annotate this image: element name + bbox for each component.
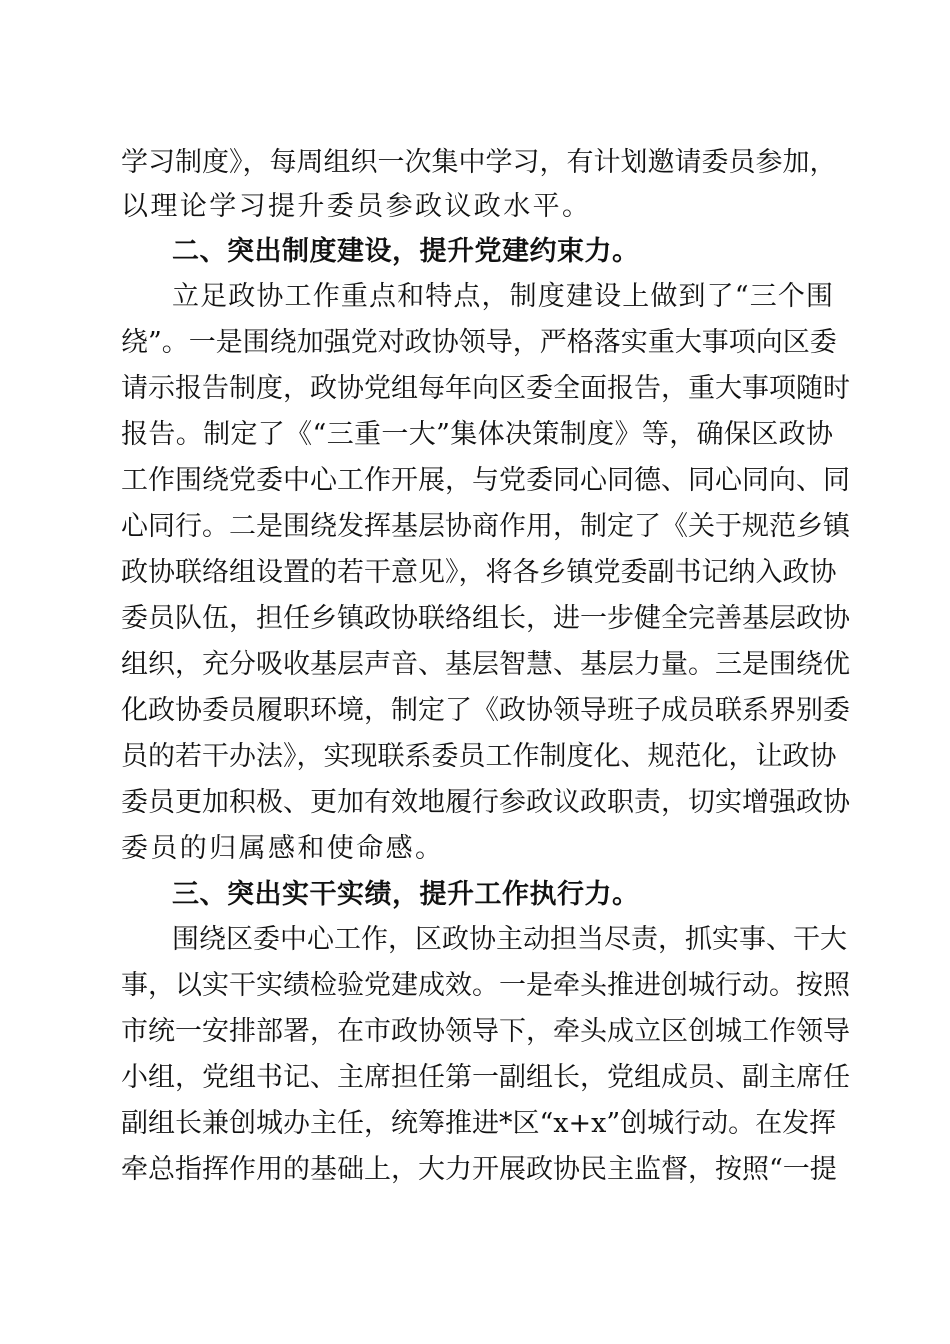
text-line: 组织，充分吸收基层声音、基层智慧、基层力量。三是围绕优 <box>121 649 850 680</box>
text-line: 化政协委员履职环境，制定了《政协领导班子成员联系界别委 <box>121 695 850 726</box>
text-line: 立足政协工作重点和特点，制度建设上做到了“三个围 <box>172 281 833 312</box>
text-line: 请示报告制度，政协党组每年向区委全面报告，重大事项随时 <box>121 373 850 404</box>
text-line: 小组，党组书记、主席担任第一副组长，党组成员、副主席任 <box>121 1062 850 1093</box>
text-line: 围绕区委中心工作，区政协主动担当尽责，抓实事、干大 <box>172 924 847 955</box>
text-line: 政协联络组设置的若干意见》，将各乡镇党委副书记纳入政协 <box>121 557 837 588</box>
text-line: 牵总指挥作用的基础上，大力开展政协民主监督，按照“一提 <box>121 1154 837 1185</box>
text-line: 学习制度》，每周组织一次集中学习，有计划邀请委员参加， <box>121 147 837 178</box>
text-line: 委员更加积极、更加有效地履行参政议政职责，切实增强政协 <box>121 787 850 818</box>
text-line: 委员队伍，担任乡镇政协联络组长，进一步健全完善基层政协 <box>121 603 850 634</box>
text-line: 副组长兼创城办主任，统筹推进*区“x+x”创城行动。在发挥 <box>121 1108 837 1139</box>
text-line: 委员的归属感和使命感。 <box>121 833 445 864</box>
text-line: 报告。制定了《“三重一大”集体决策制度》等，确保区政协 <box>121 419 833 450</box>
text-line: 心同行。二是围绕发挥基层协商作用，制定了《关于规范乡镇 <box>121 511 850 542</box>
text-line: 员的若干办法》，实现联系委员工作制度化、规范化，让政协 <box>121 741 837 772</box>
text-line: 工作围绕党委中心工作开展，与党委同心同德、同心同向、同 <box>121 465 850 496</box>
text-line: 事，以实干实绩检验党建成效。一是牵头推进创城行动。按照 <box>121 970 850 1001</box>
text-line: 市统一安排部署，在市政协领导下，牵头成立区创城工作领导 <box>121 1016 850 1047</box>
text-line: 以理论学习提升委员参政议政水平。 <box>121 191 592 222</box>
text-line: 绕”。一是围绕加强党对政协领导，严格落实重大事项向区委 <box>121 327 837 358</box>
section-heading-3: 三、突出实干实绩，提升工作执行力。 <box>172 879 640 910</box>
section-heading-2: 二、突出制度建设，提升党建约束力。 <box>172 236 640 267</box>
